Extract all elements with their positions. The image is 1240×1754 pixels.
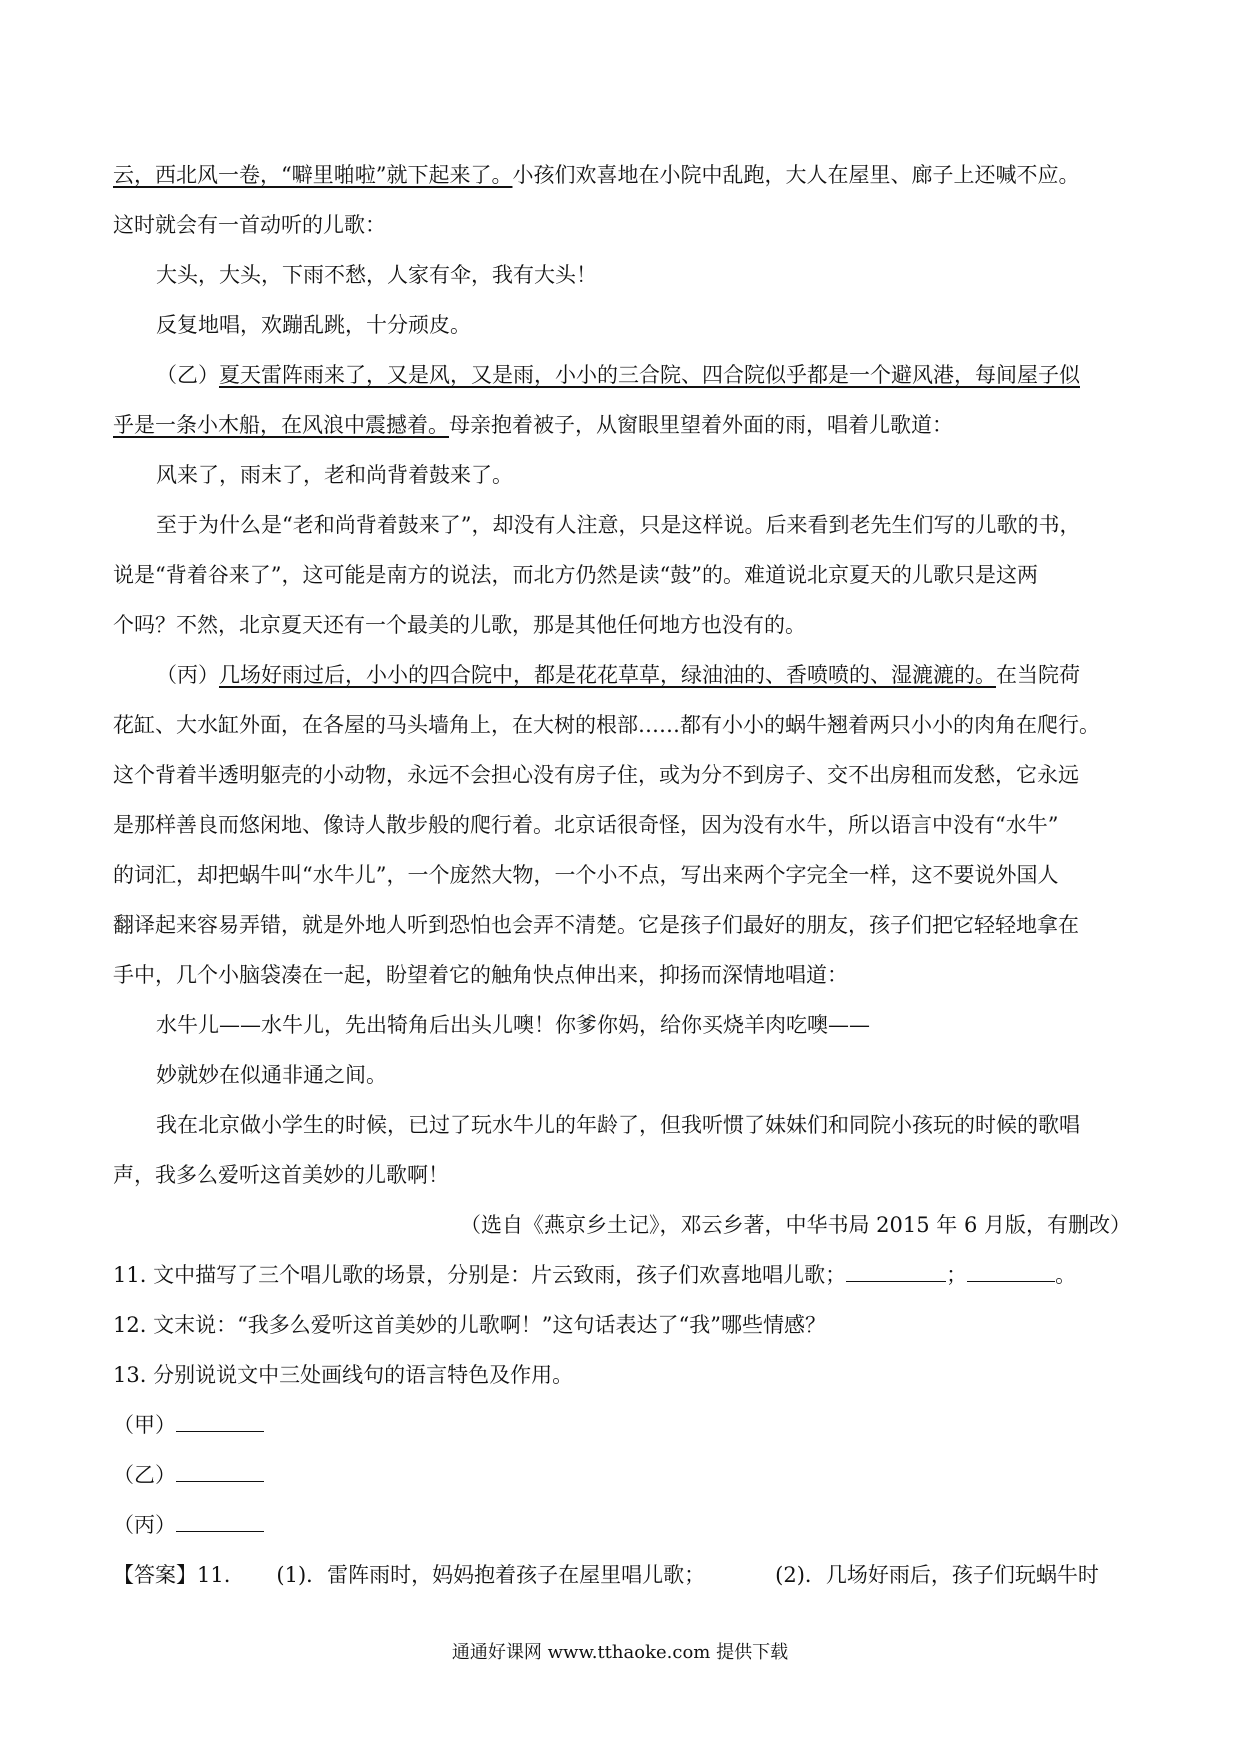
- answer-blank[interactable]: [176, 1411, 264, 1432]
- answer-line: [113, 1550, 1133, 1600]
- answer-part-1: (1)．雷阵雨时，妈妈抱着孩子在屋里唱儿歌；: [276, 1563, 706, 1587]
- paragraph-line: [113, 350, 1133, 400]
- answer-label: 【答案】11.: [113, 1563, 231, 1587]
- paragraph-line: 是那样善良而悠闲地、像诗人散步般的爬行着。北京话很奇怪，因为没有水牛，所以语言中没有“水牛”: [113, 813, 1059, 837]
- answer-blank[interactable]: [176, 1511, 264, 1532]
- paragraph-marker: （乙）: [156, 363, 219, 387]
- question-13-bing: （丙）: [113, 1500, 1133, 1550]
- paragraph-line: 说是“背着谷来了”，这可能是南方的说法，而北方仍然是读“鼓”的。难道说北京夏天的儿歌只是这两: [113, 563, 1038, 587]
- song-lyric: 大头，大头，下雨不愁，人家有伞，我有大头！: [156, 263, 597, 287]
- footer-watermark: 通通好课网 www.tthaoke.com 提供下载: [451, 1642, 789, 1663]
- paragraph-line: 花缸、大水缸外面，在各屋的马头墙角上，在大树的根部……都有小小的蜗牛翘着两只小小的肉角在爬行。: [113, 713, 1100, 737]
- underlined-sentence-yi: 乎是一条小木船，在风浪中震撼着。: [113, 413, 449, 437]
- paragraph-line: 个吗？不然，北京夏天还有一个最美的儿歌，那是其他任何地方也没有的。: [113, 613, 806, 637]
- underlined-sentence-jia: 云，西北风一卷，“噼里啪啦”就下起来了。: [113, 163, 513, 187]
- paragraph-line: 云，西北风一卷，“噼里啪啦”就下起来了。小孩们欢喜地在小院中乱跑，大人在屋里、廊子上还喊不应。: [113, 163, 1080, 187]
- answer-blank[interactable]: [176, 1461, 264, 1482]
- paragraph-line: 至于为什么是“老和尚背着鼓来了”，却没有人注意，只是这样说。后来看到老先生们写的儿歌的书，: [156, 513, 1081, 537]
- paragraph-line: 乎是一条小木船，在风浪中震撼着。母亲抱着被子，从窗眼里望着外面的雨，唱着儿歌道：: [113, 413, 953, 437]
- paragraph-line: 这时就会有一首动听的儿歌：: [113, 213, 386, 237]
- song-lyric: 风来了，雨末了，老和尚背着鼓来了。: [156, 463, 513, 487]
- question-13: 13. 分别说说文中三处画线句的语言特色及作用。: [113, 1363, 574, 1387]
- question-13-jia: （甲）: [113, 1400, 1133, 1450]
- question-11: 11. 文中描写了三个唱儿歌的场景，分别是：片云致雨，孩子们欢喜地唱儿歌； ； 。: [113, 1263, 1077, 1287]
- song-lyric: 水牛儿——水牛儿，先出犄角后出头儿噢！你爹你妈，给你买烧羊肉吃噢——: [156, 1013, 870, 1037]
- paragraph-line: 的词汇，却把蜗牛叫“水牛儿”，一个庞然大物，一个小不点，写出来两个字完全一样，这不要说外国人: [113, 863, 1059, 887]
- underlined-sentence-bing: 几场好雨过后，小小的四合院中，都是花花草草，绿油油的、香喷喷的、湿漉漉的。: [219, 663, 996, 687]
- source-citation: （选自《燕京乡土记》，邓云乡著，中华书局 2015 年 6 月版，有删改）: [459, 1213, 1131, 1237]
- paragraph-line: 妙就妙在似通非通之间。: [156, 1063, 387, 1087]
- question-12: 12. 文末说：“我多么爱听这首美妙的儿歌啊！”这句话表达了“我”哪些情感？: [113, 1313, 827, 1337]
- answer-part-2: (2)．几场好雨后，孩子们玩蜗牛时: [775, 1563, 1099, 1587]
- question-13-yi: （乙）: [113, 1450, 1133, 1500]
- paragraph-line: 声，我多么爱听这首美妙的儿歌啊！: [113, 1163, 449, 1187]
- paragraph-line: （丙）几场好雨过后，小小的四合院中，都是花花草草，绿油油的、香喷喷的、湿漉漉的。在当院荷: [156, 663, 1080, 687]
- answer-blank[interactable]: [967, 1261, 1055, 1282]
- underlined-sentence-yi: 夏天雷阵雨来了，又是风，又是雨，小小的三合院、四合院似乎都是一个避风港，每间屋子似: [219, 363, 1080, 387]
- paragraph-line: 我在北京做小学生的时候，已过了玩水牛儿的年龄了，但我听惯了妹妹们和同院小孩玩的时候的歌唱: [156, 1113, 1080, 1137]
- paragraph-line: 翻译起来容易弄错，就是外地人听到恐怕也会弄不清楚。它是孩子们最好的朋友，孩子们把它轻轻地拿在: [113, 913, 1079, 937]
- paragraph-line: 手中，几个小脑袋凑在一起，盼望着它的触角快点伸出来，抑扬而深情地唱道：: [113, 963, 848, 987]
- paragraph-line: 反复地唱，欢蹦乱跳，十分顽皮。: [156, 313, 471, 337]
- paragraph-marker: （丙）: [156, 663, 219, 687]
- passage-body: [113, 150, 1133, 1600]
- paragraph-line: 这个背着半透明躯壳的小动物，永远不会担心没有房子住，或为分不到房子、交不出房租而发愁，它永远: [113, 763, 1079, 787]
- answer-blank[interactable]: [846, 1261, 946, 1282]
